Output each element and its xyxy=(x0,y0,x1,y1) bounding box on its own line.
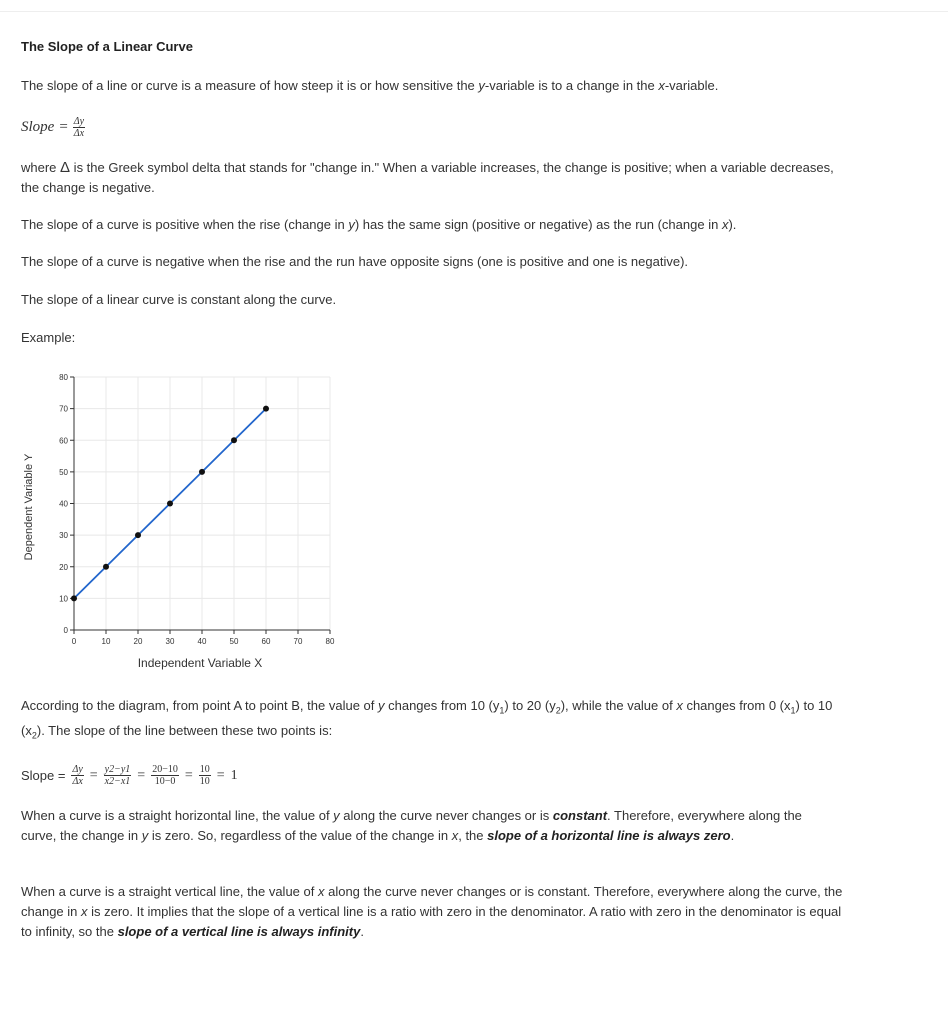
according-sub-x1: 1 xyxy=(790,705,796,716)
positive-text-c: ). xyxy=(728,217,737,232)
constant-slope-paragraph: The slope of a linear curve is constant along the curve. xyxy=(21,292,337,307)
horizontal-text-a: When a curve is a straight horizontal line, the value of xyxy=(21,808,334,823)
calc-diff-den: 10 xyxy=(199,776,210,787)
chart-y-tick-label: 30 xyxy=(59,531,68,541)
positive-text-a: The slope of a curve is positive when the rise (change in xyxy=(21,217,349,232)
horizontal-constant-emphasis: constant xyxy=(552,808,608,823)
negative-slope-paragraph: The slope of a curve is negative when the rise and the run have opposite signs (one is positive and one is negative). xyxy=(21,254,689,269)
vertical-conclusion-emphasis: slope of a vertical line is always infinity xyxy=(117,924,361,939)
calc-values-den: 10−0 xyxy=(151,775,179,787)
horizontal-y-var: y xyxy=(333,808,340,823)
according-x-var: x xyxy=(676,698,683,713)
top-divider xyxy=(0,11,948,12)
chart-y-tick-label: 60 xyxy=(59,436,68,446)
delta-paragraph xyxy=(21,158,851,198)
according-text-b: changes from 10 (y xyxy=(384,698,500,713)
slope-formula-equals: = xyxy=(59,119,68,135)
calc-delta-den: Δx xyxy=(72,776,83,787)
vertical-text-d: . xyxy=(360,924,364,939)
chart-data-point xyxy=(199,469,205,475)
horizontal-text-e: , the xyxy=(458,828,488,843)
chart-x-axis-label: Independent Variable X xyxy=(137,656,263,670)
chart-y-tick-label: 70 xyxy=(59,404,68,414)
slope-formula-fraction xyxy=(73,116,85,139)
intro-text-c: -variable. xyxy=(664,78,719,93)
according-paragraph xyxy=(21,696,851,745)
chart-y-tick-label: 0 xyxy=(63,626,68,635)
according-sub-y2: 2 xyxy=(555,705,561,716)
slope-formula-denominator: Δx xyxy=(73,128,85,139)
vertical-text-b: along the curve never changes or is constant. Therefore, everywhere along the curve, the change in xyxy=(21,884,843,919)
chart-data-point xyxy=(103,564,109,570)
example-line-chart xyxy=(20,365,340,675)
chart-grid xyxy=(74,377,330,630)
positive-text-b: ) has the same sign (positive or negative) as the run (change in xyxy=(354,217,722,232)
horizontal-text-f: . xyxy=(730,828,735,843)
according-text-c: ) to 20 (y xyxy=(504,698,556,713)
chart-x-tick-label: 60 xyxy=(261,637,271,646)
chart-y-tick-label: 40 xyxy=(59,499,68,509)
calc-fraction-diff xyxy=(199,764,211,787)
calc-fraction-coords xyxy=(104,764,132,787)
chart-x-tick-label: 30 xyxy=(165,637,175,646)
chart-y-tick-label: 50 xyxy=(59,467,68,477)
chart-y-axis-label: Dependent Variable Y xyxy=(23,453,35,561)
slope-formula-lhs: Slope xyxy=(21,119,55,135)
intro-paragraph xyxy=(21,76,718,96)
chart-x-tick-label: 50 xyxy=(229,637,239,646)
positive-x-var: x xyxy=(721,217,729,232)
slope-formula xyxy=(21,116,85,139)
according-sub-y1: 1 xyxy=(499,705,505,716)
slope-formula-numerator: Δy xyxy=(73,116,85,127)
horizontal-x-var: x xyxy=(451,828,459,843)
page-title: The Slope of a Linear Curve xyxy=(21,39,193,54)
chart-x-tick-label: 0 xyxy=(71,637,77,646)
intro-text-a: The slope of a line or curve is a measure of how steep it is or how sensitive the xyxy=(21,78,479,93)
chart-data-point xyxy=(71,595,77,601)
slope-calculation xyxy=(21,764,238,787)
horizontal-text-c: . Therefore, everywhere along the curve, the change in xyxy=(21,808,802,843)
chart-x-tick-label: 20 xyxy=(133,637,143,646)
intro-y-var: y xyxy=(478,78,485,93)
according-y-var: y xyxy=(378,698,385,713)
positive-slope-paragraph xyxy=(21,215,736,235)
calc-fraction-delta xyxy=(71,764,83,787)
chart-data-point xyxy=(135,532,141,538)
calc-result: 1 xyxy=(230,767,238,783)
calc-equals-3: = xyxy=(184,767,193,783)
chart-y-tick-label: 10 xyxy=(59,594,68,604)
horizontal-y-var-2: y xyxy=(141,828,149,843)
chart-data-point xyxy=(167,501,173,507)
calc-coords-den: x2−x1 xyxy=(104,776,131,787)
vertical-text-c: is zero. It implies that the slope of a vertical line is a ratio with zero in the denominator. A ratio with zero in the denominator is equal to infinity, so the xyxy=(21,904,842,939)
calc-delta-num: Δy xyxy=(72,764,83,775)
vertical-text-a: When a curve is a straight vertical line, the value of xyxy=(21,884,318,899)
calc-fraction-values xyxy=(151,764,179,787)
vertical-line-paragraph xyxy=(21,882,851,942)
chart-x-tick-label: 80 xyxy=(325,637,335,646)
horizontal-conclusion-emphasis: slope of a horizontal line is always zero xyxy=(487,828,731,843)
intro-text-b: -variable is to a change in the xyxy=(484,78,659,93)
according-text-f: ) to 10 (x xyxy=(21,698,833,738)
positive-y-var: y xyxy=(348,217,355,232)
vertical-x-var: x xyxy=(317,884,325,899)
according-text-e: changes from 0 (x xyxy=(682,698,791,713)
calc-equals-1: = xyxy=(89,767,98,783)
chart-data-point xyxy=(263,406,269,412)
calc-diff-num: 10 xyxy=(199,764,210,775)
calc-coords-num: y2−y1 xyxy=(104,764,131,775)
calc-values-num: 20−10 xyxy=(152,764,178,775)
vertical-x-var-2: x xyxy=(81,904,88,919)
chart-y-tick-label: 20 xyxy=(59,562,68,572)
according-text-g: ). The slope of the line between these two points is: xyxy=(36,722,333,738)
according-sub-x2: 2 xyxy=(31,730,37,741)
delta-text-b: is the Greek symbol delta that stands for "change in." When a variable increases, the change is positive; when a variable decreases, the change is negative. xyxy=(21,160,834,195)
chart-y-tick-label: 80 xyxy=(59,373,68,382)
calc-equals-2: = xyxy=(137,767,146,783)
horizontal-line-paragraph xyxy=(21,806,836,846)
calc-label: Slope = xyxy=(21,768,66,783)
chart-x-tick-label: 70 xyxy=(293,637,303,646)
horizontal-text-d: is zero. So, regardless of the value of the change in xyxy=(148,828,452,843)
chart-x-tick-label: 10 xyxy=(101,637,111,646)
chart-axes xyxy=(59,373,335,646)
according-text-a: According to the diagram, from point A to point B, the value of xyxy=(21,698,378,713)
chart-data-point xyxy=(231,437,237,443)
intro-x-var: x xyxy=(658,78,665,93)
chart-x-tick-label: 40 xyxy=(197,637,207,646)
calc-equals-4: = xyxy=(216,767,225,783)
example-label: Example: xyxy=(21,330,76,345)
delta-text-a: where xyxy=(21,160,61,175)
according-text-d: ), while the value of xyxy=(560,698,677,713)
horizontal-text-b: along the curve never changes or is xyxy=(339,808,553,823)
delta-symbol: Δ xyxy=(60,159,71,176)
